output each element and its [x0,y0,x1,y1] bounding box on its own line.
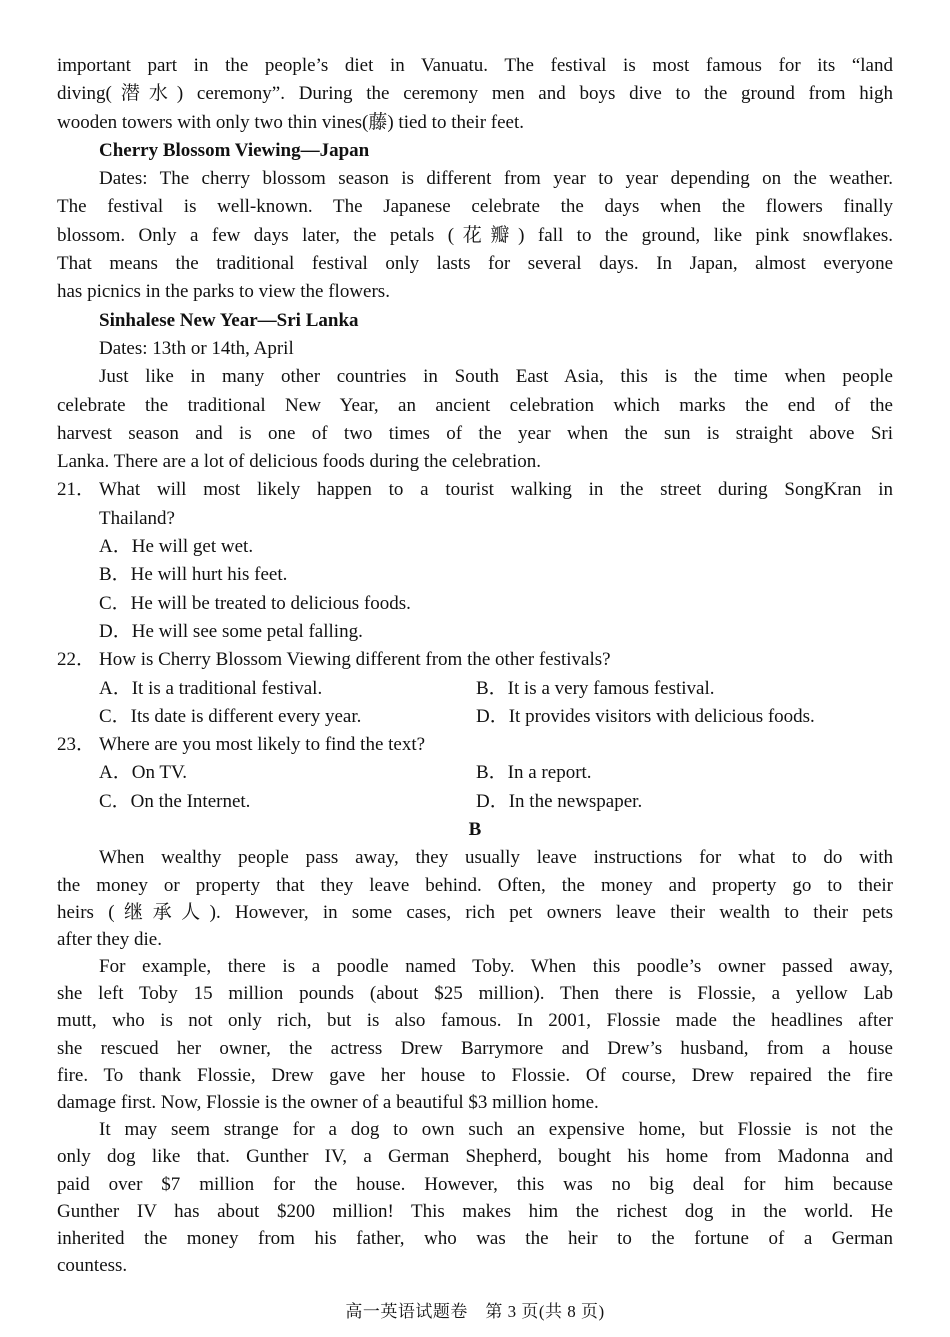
text-line: countess. [57,1255,128,1277]
exam-page [57,52,893,1279]
dates-line: Dates: 13th or 14th, April [99,337,294,359]
question-text: Where are you most likely to find the text? [99,734,426,756]
text-line: The festival is well-known. The Japanese celebrate the days when the flowers finally [57,196,893,218]
text-line: Just like in many other countries in South East Asia, this is the time when people [99,366,893,388]
question-text: Thailand? [99,507,175,529]
question-number: 23． [57,734,96,756]
paragraph-1 [57,844,893,953]
text-line: after they die. [57,928,162,950]
option-row [57,703,893,731]
text-line: only dog like that. Gunther IV, a German Shepherd, bought his home from Madonna and [57,1146,893,1168]
option-a[interactable]: A．On TV. [99,762,187,784]
text-line: Gunther IV has about $200 million! This makes him the richest dog in the world. He [57,1200,893,1222]
text-line: mutt, who is not only rich, but is also famous. In 2001, Flossie made the headlines after [57,1010,893,1032]
text-line: she rescued her owner, the actress Drew Barrymore and Drew’s husband, from a house [57,1037,893,1059]
text-line: wooden towers with only two thin vines(藤) tied to their feet. [57,111,524,133]
text-line: paid over $7 million for the house. However, this was no big deal for him because [57,1173,893,1195]
question-21 [57,476,893,504]
option-b[interactable]: B．It is a very famous festival. [476,677,715,699]
question-text: How is Cherry Blossom Viewing different from the other festivals? [99,649,611,671]
text-line: fire. To thank Flossie, Drew gave her house to Flossie. Of course, Drew repaired the fire [57,1064,893,1086]
question-22 [57,646,893,674]
text-line: she left Toby 15 million pounds (about $25 million). Then there is Flossie, a yellow Lab [57,983,893,1005]
option-d[interactable]: D．He will see some petal falling. [99,620,363,642]
option-c[interactable]: C．On the Internet. [99,790,251,812]
text-line: diving(潜水) ceremony”. During the ceremony men and boys dive to the ground from high [57,83,893,105]
text-line: heirs (继承人). However, in some cases, rich pet owners leave their wealth to their pets [57,901,893,923]
text-line: celebrate the traditional New Year, an ancient celebration which marks the end of the [57,394,893,416]
option-a[interactable]: A．It is a traditional festival. [99,677,323,699]
option-b[interactable]: B．In a report. [476,762,592,784]
option-a[interactable]: A．He will get wet. [99,536,254,558]
text-line: blossom. Only a few days later, the petals (花瓣) fall to the ground, like pink snowflakes. [57,224,893,246]
question-text: What will most likely happen to a tourist walking in the street during SongKran in [99,479,893,501]
text-line: For example, there is a poodle named Toby. When this poodle’s owner passed away, [99,956,893,978]
text-line: It may seem strange for a dog to own such an expensive home, but Flossie is not the [99,1119,893,1141]
text-line: important part in the people’s diet in Vanuatu. The festival is most famous for its “land [57,55,893,76]
section-heading-cherry: Cherry Blossom Viewing—Japan [99,139,370,161]
option-row [57,788,893,816]
text-line: damage first. Now, Flossie is the owner of a beautiful $3 million home. [57,1092,599,1113]
section-label-b: B [468,819,482,841]
text-line: That means the traditional festival only lasts for several days. In Japan, almost everyone [57,253,893,275]
page-footer: 高一英语试题卷 第 3 页(共 8 页) [345,1302,605,1321]
question-23 [57,731,893,759]
option-row [57,675,893,703]
option-d[interactable]: D．It provides visitors with delicious foods. [476,705,815,727]
option-c[interactable]: C．He will be treated to delicious foods. [99,592,411,614]
paragraph-2 [57,953,893,1116]
text-line: inherited the money from his father, who was the heir to the fortune of a German [57,1227,893,1249]
question-number: 21． [57,479,96,501]
section-heading-sinhalese: Sinhalese New Year—Sri Lanka [99,309,359,331]
option-row [57,759,893,787]
text-line: Lanka. There are a lot of delicious foods during the celebration. [57,451,541,473]
text-line: harvest season and is one of two times of the year when the sun is straight above Sri [57,422,893,444]
question-number: 22． [57,649,96,671]
paragraph-3 [57,1116,893,1279]
option-b[interactable]: B．He will hurt his feet. [99,564,288,586]
option-c[interactable]: C．Its date is different every year. [99,705,362,727]
text-line: has picnics in the parks to view the flowers. [57,281,390,303]
option-d[interactable]: D．In the newspaper. [476,790,643,812]
text-line: Dates: The cherry blossom season is different from year to year depending on the weather. [99,168,893,190]
text-line: When wealthy people pass away, they usually leave instructions for what to do with [99,847,893,869]
text-line: the money or property that they leave behind. Often, the money and property go to their [57,874,893,896]
